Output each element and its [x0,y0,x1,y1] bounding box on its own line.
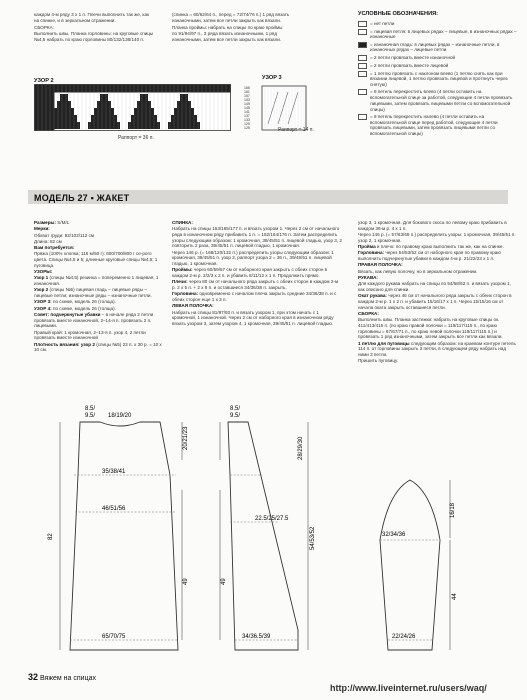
pattern-block [177,101,191,108]
legend-item [358,71,518,88]
legend-symbol-icon [358,29,367,35]
pattern-block [91,115,117,122]
row-number: 129 [244,122,250,126]
paragraph [34,245,162,251]
paragraph [34,226,162,232]
legend-items [358,21,518,137]
legend-title: УСЛОВНЫЕ ОБОЗНАЧЕНИЯ: [358,11,438,17]
col1-text [34,220,162,354]
paragraph-text: (спицы №5) 23 п. х 30 р. = 10 х 10 см. [34,341,162,353]
paragraph-text: по схеме, модель 26 (толща). [52,299,116,305]
paragraph-text: (спицы №5) лицевая гладь – лицевые ряды – лицевые петли; изнаночные ряды – изнаночные петли. [34,287,152,299]
text-line: №4,5 набрать по краю горловины 80/132/136/140 п. [34,37,145,43]
paragraph [358,262,518,268]
paragraph-text: Пришить пуговицу. [358,358,399,364]
legend-item [358,29,518,40]
paragraph-heading: Узор 1 [34,275,50,281]
paragraph [358,341,518,358]
paragraph-text: Выполнить швы. Планка застежки: набрать на круговые спицы ок. 411/413/415 п. (по краю правой полочки = 119/117/115 п., по краю горловины = 67/67/71 п., по краю левой полочки 119/117/115 п.) и провязать 1 ряд изнаночными, затем закрыть все петли как вязали. [358,317,503,340]
paragraph-heading: СБОРКА: [358,310,379,316]
paragraph-heading: ЛЕВАЯ ПОЛОЧКА: [172,303,214,309]
paragraph [358,317,518,340]
paragraph [34,239,162,245]
paragraph-text: по схеме, модель 26 (толща). [52,305,116,311]
text-line: Планка проймы: набрать на спицы по краю проймы [172,24,283,30]
paragraph-heading: УЗОР 3: [34,299,53,305]
back-width-label: 46/51/56 [102,506,126,512]
model-title: МОДЕЛЬ 27 ▪ ЖАКЕТ [34,193,130,203]
paragraph-heading: Совет: подчеркнутые убавки [34,312,102,318]
paragraph-text: – в начале ряда 2 петли провязать вместе изнаночной, 2–14-я п. провязать 2 п. лицевыми. [34,312,154,329]
legend-symbol-icon [358,21,367,27]
row-number: 161 [244,90,250,94]
pattern-block [137,101,151,108]
front-hem-label: 34/36.5/39 [242,634,271,640]
text-line: каждом 4-м ряду 3 х 1 п. Плечи выполнить так же, как [34,12,150,17]
paragraph [358,232,518,243]
pattern-block [131,115,157,122]
paragraph-text: Набрать на спицы 81/87/93 п. и вязать узором 1, при этом начать с 1 кромочной, 1 изнаночной. Через 2 см от наборного края в изнаночном ряду вязать узором 3, затем узором 4, 1 кромочная, 39/45/51 п. лицевой гладью. [172,309,334,327]
paragraph-heading: РУКАВА: [358,274,378,280]
paragraph [34,306,162,312]
paragraph [34,312,162,329]
paragraph [172,303,342,309]
front-side-label: 49 [221,578,227,585]
front-shoulder-label-1: 8.5/ [230,406,241,412]
paragraph-text: Вязать, как левую полочку, но в зеркальном отражении. [358,268,478,274]
pattern-block [100,94,108,101]
paragraph-text: Пряжа (100% хлопка; 116 м/50 г): 600/700/800 г се-рого цвета. Спицы №4,5 и 5; длинные круговые спицы №4,5; 1 пуговица. [34,251,158,268]
paragraph-heading: Пройма [358,244,377,249]
paragraph-text: одновременно с началом плеча закрыть средние 34/36/38 п. и с обеих сторон еще 1 х 3 п. [172,291,337,303]
front-shoulder-label-2: 9.5/ [230,413,241,419]
row-number: 157 [244,94,250,98]
paragraph-heading: Горловина: [358,250,386,256]
paragraph [34,275,162,286]
row-number: 153 [244,98,250,102]
paragraph-text: S/M/L [57,220,70,225]
paragraph-heading: Мерки: [34,226,50,232]
row-number: 137 [244,114,250,118]
pattern-block [174,108,194,115]
paragraph-text: (спицы №4,5) резинка = попеременно 1 лицевая, 1 изнаночная. [34,275,159,287]
paragraph-heading: Проймы: [172,267,194,273]
paragraph-text: узор 3, 1 кромочная. Для бокового скоса по левому краю прибавить в каждом 36-м р. 4 х 1 п. [358,220,507,231]
paragraph-heading: Плечи: [172,279,189,285]
pattern2-repeat: Раппорт = 36 п. [118,135,154,141]
legend-item [358,63,518,69]
text-line: на спинке, и в зеркальном отражении. [34,18,116,24]
footer [28,672,96,682]
legend-item [358,89,518,112]
col2-text [172,220,342,327]
paragraph [172,291,342,302]
text-line: СБОРКА: [34,24,54,30]
sleeve-cap-label: 16/18 [450,502,456,518]
paragraph-heading: Плотность вязания: узор 2 [34,341,97,347]
pattern-block [168,122,200,129]
paragraph [172,220,342,226]
legend-text: = изнаночная гладь: в лицевых рядах – изнаночные петли, в изнаночных рядах – лицевые петли [370,41,500,53]
paragraph-text: через 54/53/52 см от наборного края по правому краю выполнить подчеркнутые убавки в каждом 4-м р. 21/22/23 х 1 п. [358,250,501,261]
legend-text: = 8 петель перекрестить налево (4 петли оставить на вспомогательной спице перед работой, следующие 4 петли провязать лицевыми, затем провязать лицевыми петли со вспомогательной спицы) [370,114,498,137]
paragraph-text: через 60/59/57 см от наборного края закрыть с обеих сторон в каждом 2-м р. 2/2/3 х 2 п. и убавить 8/11/12 х 1 п. Продолжить прямо. [172,267,328,279]
legend-text: = 1 петлю провязать с наклоном влево (1 петлю снять как при вязании лицевой, 1 петлю провязать лицевой и протянуть через снятую) [370,70,508,87]
paragraph-heading: Вам потребуется: [34,245,75,251]
front-schematic [220,406,316,650]
back-chest-label: 35/38/41 [102,469,126,475]
paragraph-text: и плечо: по правому краю выполнить так же, как на спинке. [376,244,504,249]
text-line: Выполнить швы. Планка горловины: на круговые спицы [34,30,154,36]
paragraph-text: Через 146 р. (= 168/120/132 п.) распределить узоры следующим образом: 1 кромочная, 39/45/51 п. узор 2, раппорт узора 2 = 36 п., 39/45/51 п. лицевой гладью, 1 кромочная. [172,249,334,267]
paragraph [358,311,518,317]
paragraph [34,299,162,305]
paragraph-text: Правый край: 1 кромочная, 2–13-я п. узор 4, 2 петли провязать вместе изнаночной [34,329,146,341]
legend-item [358,21,518,27]
sleeve-schematic [380,480,458,650]
pattern2-label: УЗОР 2 [34,78,54,84]
pattern-block [171,115,197,122]
paragraph-heading: Горловина: [172,291,200,297]
paragraph-heading: СПИНКА: [172,220,193,225]
legend-symbol-icon [358,42,367,48]
legend-symbol-icon [358,114,367,120]
paragraph-heading: Узор 2 [34,287,50,293]
legend-text: = нет петли [370,20,395,26]
sleeve-length-label: 44 [452,593,458,600]
pattern-block [54,108,74,115]
paragraph-text: через 80 см от начального ряда закрыть с обеих сторон в каждом 2-м р. 2 х 5 п. + 2 х 6 п. и оставшиеся 34/36/38 п. закрыть. [172,279,339,291]
page-number: 32 [28,672,39,682]
col3-text [358,220,518,365]
paragraph [34,287,162,298]
legend-symbol-icon [358,71,367,77]
text-line: изнаночными, затем все петли закрыть как вязали. [172,37,282,43]
paragraph-heading: ПРАВАЯ ПОЛОЧКА: [358,262,403,268]
paragraph [358,281,518,292]
paragraph [34,233,162,239]
sleeve-cuff-label: 22/24/26 [392,634,416,640]
pattern3-repeat: Раппорт = 14 п. [278,127,314,133]
pattern2-chart [34,84,234,140]
paragraph [34,251,162,268]
paragraph [358,269,518,275]
back-hem-label: 65/70/75 [102,634,126,640]
front-neck-depth-label: 28/29/30 [298,436,304,460]
pattern-block [88,122,120,129]
paragraph-text: через 46 см от начального ряда закрыть с обеих сторон в каждом 2-м р. 1 х 2 п. и убавить 15/16/17 х 1 п. Через 15/15/16 см от начала оката закрыть оставшиеся петли. [358,293,512,310]
text-line: (спинка = 60/62/64 п., перед = 72/74/76 п.) 1 ряд вязать [172,12,290,17]
pattern3-label: УЗОР 3 [262,75,282,81]
paragraph [172,250,342,267]
pattern-block [134,108,154,115]
paragraph [34,269,162,275]
paragraph [172,279,342,290]
source-url[interactable]: http://www.liveinternet.ru/users/waq/ [330,683,487,693]
paragraph [34,330,162,341]
paragraph-heading: УЗОРЫ: [34,269,53,275]
paragraph-text: Длина: 82 см [34,238,62,244]
paragraph [34,342,162,353]
row-number: 165 [244,86,250,90]
legend-item [358,114,518,137]
sleeve-width-label: 32/34/36 [382,532,406,538]
paragraph-text: Для каждого рукава набрать на спицы по 54/58/62 п. и вязать узором 1, как описано для спинки. [358,281,511,292]
back-side-label: 49 [183,578,189,585]
pattern-block [60,94,68,101]
row-number: 125 [244,126,250,130]
back-neck-label: 18/19/20 [108,413,132,419]
legend-text: = лицевая петля: в лицевых рядах – лицевые, в изнаночных рядах – изнаночные [370,28,517,40]
legend-symbol-icon [358,63,367,69]
paragraph-heading: Окат рукава: [358,293,389,299]
schematics [30,400,500,675]
pattern-block [94,108,114,115]
back-schematic [48,406,189,650]
pattern-block [128,122,160,129]
legend-text: = 2 петли провязать вместе изнаночной [370,54,456,60]
back-shoulder-label-2: 9.5/ [85,413,96,419]
paragraph [358,220,518,231]
paragraph [358,275,518,281]
back-shoulder-label-1: 8.5/ [85,406,96,412]
paragraph [358,358,518,364]
paragraph-text: следующим образом: на краевом контуре петель 114 п. от горловины закрыть 3 петли, в следующем ряду набрать над ними 3 петли. [358,340,516,357]
legend-symbol-icon [358,89,367,95]
back-armhole-label: 20/21/23 [183,426,189,450]
legend-item [358,55,518,61]
pattern-block [140,94,148,101]
paragraph-heading: 1 петлю для пуговицы [358,340,411,346]
top-mid-text [172,12,352,43]
pattern-block [57,101,71,108]
row-number: 141 [244,110,250,114]
text-line: по 91/94/97 п., 3 ряда вязать изнаночными, 1 ряд [172,30,278,36]
text-line: изнаночными, затем все петли закрыть как вязали. [172,18,282,24]
back-length-label: 82 [48,533,54,540]
paragraph [358,244,518,250]
magazine-name: Вяжем на спицах [39,675,96,682]
paragraph [358,250,518,261]
front-width-label: 22.5/25/27.5 [255,516,289,522]
legend-symbol-icon [358,55,367,61]
paragraph-heading: Размеры: [34,220,58,225]
row-number: 149 [244,102,250,106]
legend-text: = 8 петель перекрестить влево (4 петли оставить на вспомогательной спице за работой, следующие 4 петли провязать лицевыми, затем провязать лицевыми петли со вспомогательной спицы) [370,89,513,112]
paragraph [172,267,342,278]
pattern-block [180,94,188,101]
paragraph [358,293,518,310]
row-number: 145 [244,106,250,110]
paragraph-text: Обхват груди: 92/102/112 см [34,232,95,238]
pattern-block [97,101,111,108]
pattern-block [48,122,80,129]
paragraph [172,310,342,327]
legend-text: = 2 петли провязать вместе лицевой [370,62,449,68]
row-number: 133 [244,118,250,122]
pattern-block [51,115,77,122]
pattern-block [35,85,231,93]
paragraph-text: Через 146 р. (= 57/63/69 п.) распределить узоры: 1 кромочная, 39/45/51 п. узор 2, 1 кромочная. [358,232,516,243]
paragraph [172,226,342,249]
legend-item [358,42,518,53]
legend [358,12,518,139]
paragraph-heading: УЗОР 4: [34,305,53,311]
paragraph [34,220,162,226]
front-edge-label: 54/53/52 [310,526,316,550]
paragraph-text: Набрать на спицы 153/165/177 п. и вязать узором 1. Через 2 см от начального ряда в изнаночном ряду прибавить 1 п. = 152/164/176 п. Затем распределить узоры следующим образом: 1 кромочная, 39/45/51 п. лицевой гладью, узор 3, 2 повторить 2 раза, 39/45/51 п. лицевой гладью, 1 кромочная. [172,226,342,249]
